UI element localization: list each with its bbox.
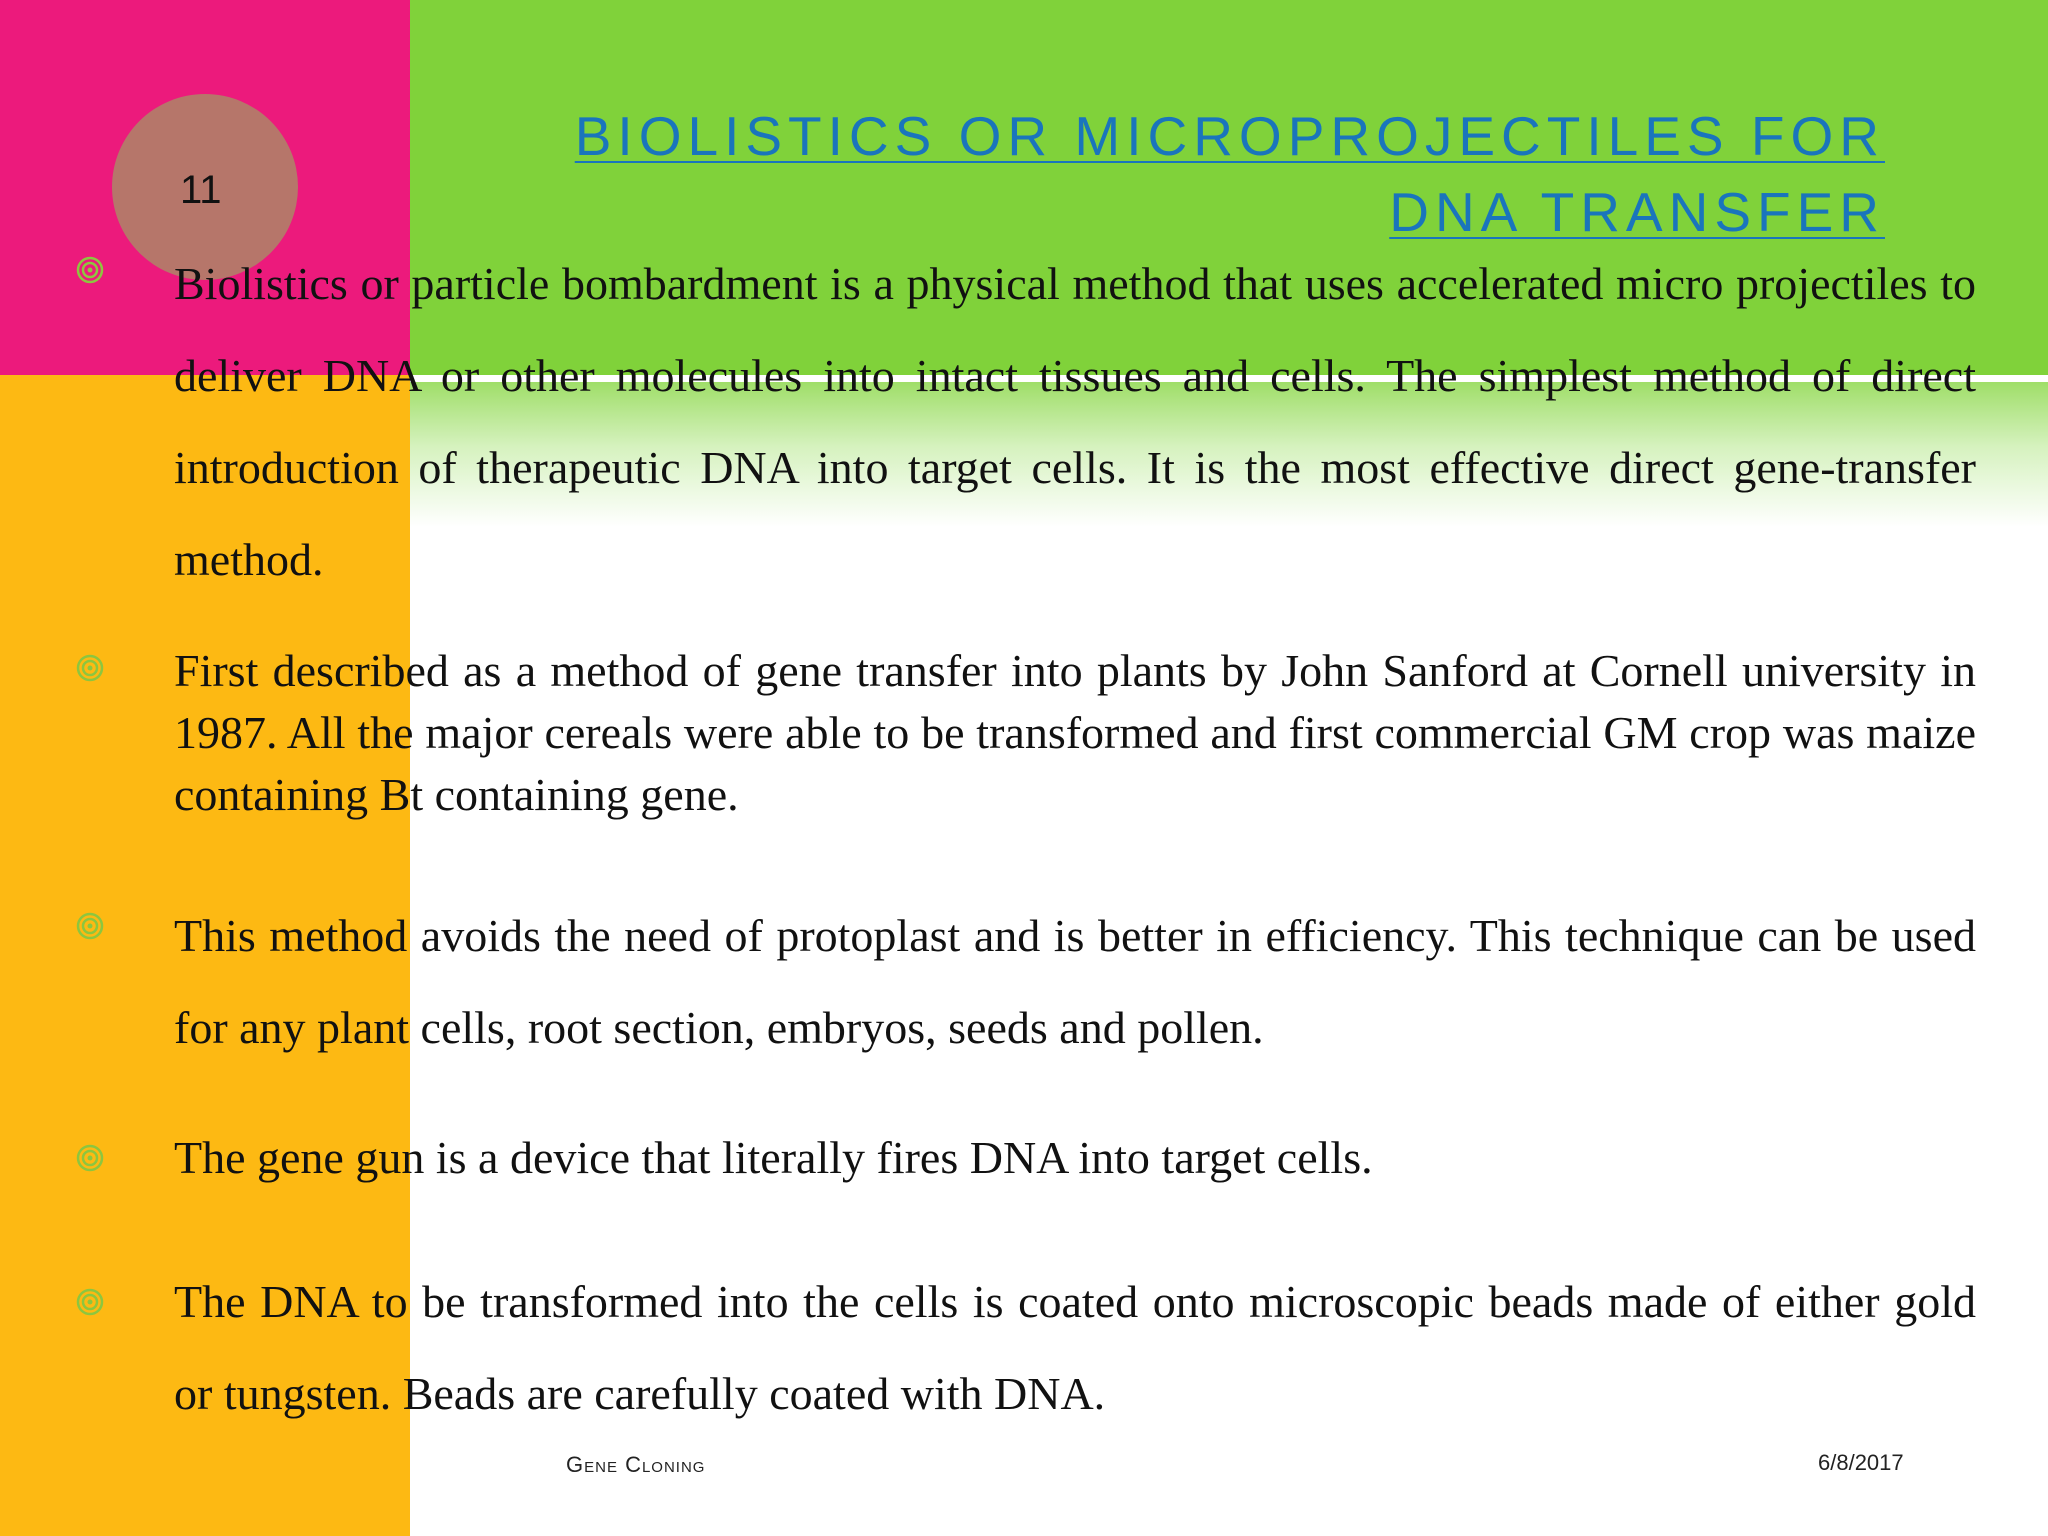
footer-date: 6/8/2017 — [1818, 1450, 1904, 1475]
bullet-text: First described as a method of gene transfer into plants by John Sanford at Cornell university in 1987. All the major cereals were able to be transformed and first commercial GM crop was maize containing Bt containing gene. — [174, 645, 1976, 820]
slide-title: BIOLISTICS OR MICROPROJECTILES FOR DNA TRANSFER — [574, 105, 1885, 243]
footer-title: Gene Cloning — [566, 1452, 706, 1477]
bullet-text: This method avoids the need of protoplast and is better in efficiency. This technique can be used for any plant cells, root section, embryos, seeds and pollen. — [174, 910, 1976, 1053]
concentric-circle-icon — [76, 654, 104, 682]
concentric-circle-icon — [76, 256, 104, 284]
concentric-circle-icon — [76, 1144, 104, 1172]
bullet-text: The DNA to be transformed into the cells is coated onto microscopic beads made of either gold or tungsten. Beads are carefully coated with DNA. — [174, 1276, 1976, 1419]
concentric-circle-icon — [76, 1288, 104, 1316]
concentric-circle-icon — [76, 912, 104, 940]
bullet-text: The gene gun is a device that literally fires DNA into target cells. — [174, 1132, 1373, 1183]
slide-number: 11 — [180, 168, 222, 212]
bullet-text: Biolistics or particle bombardment is a physical method that uses accelerated micro projectiles to deliver DNA or other molecules into intact tissues and cells. The simplest method of direct introduction of therapeutic DNA into target cells. It is the most effective direct gene-transfer method. — [174, 258, 1976, 585]
